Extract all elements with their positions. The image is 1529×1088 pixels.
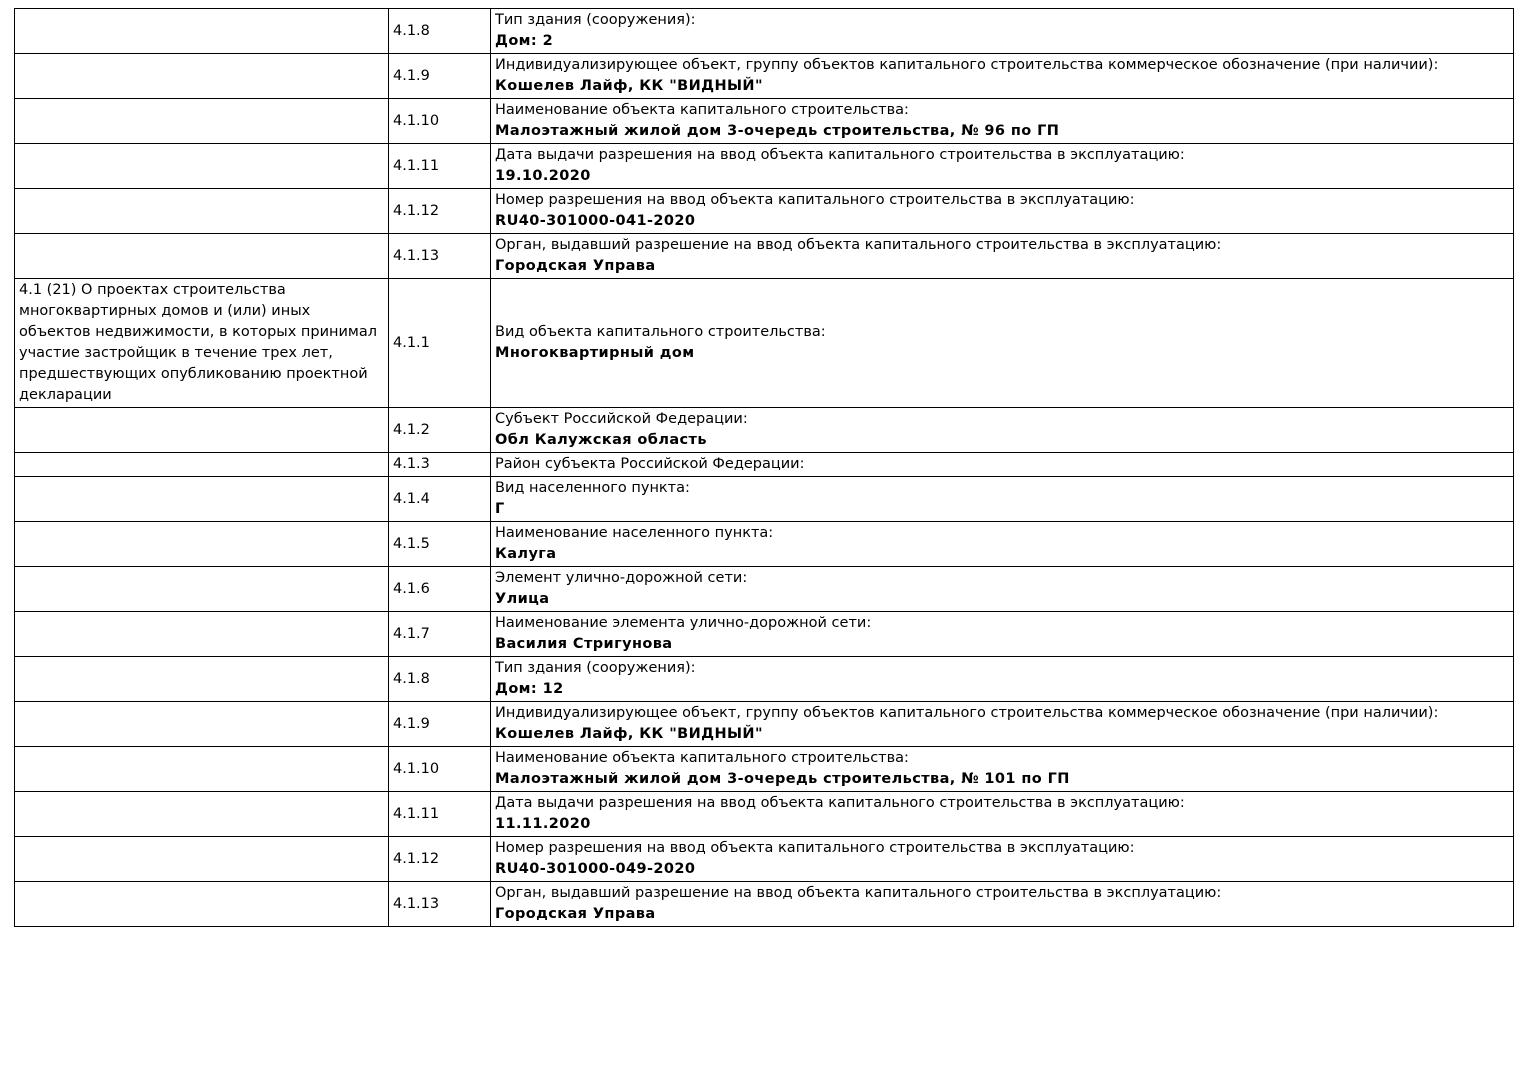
table-row bbox=[15, 747, 1514, 792]
row-code: 4.1.5 bbox=[393, 535, 430, 552]
content-cell bbox=[491, 279, 1514, 408]
section-cell bbox=[15, 279, 389, 408]
row-code: 4.1.13 bbox=[393, 247, 440, 264]
table-row bbox=[15, 702, 1514, 747]
row-code: 4.1.8 bbox=[393, 22, 430, 39]
row-code: 4.1.12 bbox=[393, 850, 440, 867]
content-cell bbox=[491, 9, 1514, 54]
code-cell bbox=[389, 189, 491, 234]
row-label: Номер разрешения на ввод объекта капитального строительства в эксплуатацию: bbox=[495, 192, 1135, 208]
row-value: Обл Калужская область bbox=[495, 432, 707, 448]
row-value: Дом: 12 bbox=[495, 681, 564, 697]
table-row bbox=[15, 837, 1514, 882]
row-value: RU40-301000-041-2020 bbox=[495, 213, 696, 229]
table-row bbox=[15, 189, 1514, 234]
row-value: Городская Управа bbox=[495, 906, 656, 922]
row-value: Василия Стригунова bbox=[495, 636, 673, 652]
content-cell bbox=[491, 567, 1514, 612]
section-cell bbox=[15, 189, 389, 234]
content-cell bbox=[491, 657, 1514, 702]
code-cell bbox=[389, 657, 491, 702]
row-label: Район субъекта Российской Федерации: bbox=[495, 456, 805, 472]
row-label: Наименование элемента улично-дорожной сети: bbox=[495, 615, 872, 631]
section-cell bbox=[15, 54, 389, 99]
content-cell bbox=[491, 702, 1514, 747]
row-code: 4.1.11 bbox=[393, 805, 440, 822]
code-cell bbox=[389, 567, 491, 612]
code-cell bbox=[389, 234, 491, 279]
row-code: 4.1.10 bbox=[393, 760, 440, 777]
row-code: 4.1.9 bbox=[393, 715, 430, 732]
table-row bbox=[15, 453, 1514, 477]
page bbox=[0, 8, 1529, 1088]
table-row bbox=[15, 477, 1514, 522]
row-code: 4.1.7 bbox=[393, 625, 430, 642]
row-label: Элемент улично-дорожной сети: bbox=[495, 570, 748, 586]
section-cell bbox=[15, 234, 389, 279]
section-cell bbox=[15, 657, 389, 702]
code-cell bbox=[389, 837, 491, 882]
content-cell bbox=[491, 408, 1514, 453]
row-label: Вид населенного пункта: bbox=[495, 480, 690, 496]
section-cell bbox=[15, 567, 389, 612]
table-row bbox=[15, 9, 1514, 54]
code-cell bbox=[389, 477, 491, 522]
row-label: Индивидуализирующее объект, группу объектов капитального строительства коммерческое обозначение (при наличии): bbox=[495, 57, 1439, 73]
content-cell bbox=[491, 747, 1514, 792]
declaration-table-body bbox=[15, 9, 1514, 927]
content-cell bbox=[491, 234, 1514, 279]
row-value: RU40-301000-049-2020 bbox=[495, 861, 696, 877]
row-label: Дата выдачи разрешения на ввод объекта капитального строительства в эксплуатацию: bbox=[495, 147, 1185, 163]
content-cell bbox=[491, 882, 1514, 927]
section-cell bbox=[15, 792, 389, 837]
section-cell bbox=[15, 837, 389, 882]
code-cell bbox=[389, 453, 491, 477]
row-code: 4.1.13 bbox=[393, 895, 440, 912]
code-cell bbox=[389, 408, 491, 453]
row-label: Тип здания (сооружения): bbox=[495, 12, 696, 28]
table-row bbox=[15, 99, 1514, 144]
table-row bbox=[15, 234, 1514, 279]
table-row bbox=[15, 54, 1514, 99]
section-cell bbox=[15, 522, 389, 567]
row-label: Наименование объекта капитального строительства: bbox=[495, 750, 909, 766]
table-row bbox=[15, 792, 1514, 837]
content-cell bbox=[491, 522, 1514, 567]
table-row bbox=[15, 657, 1514, 702]
section-label: 4.1 (21) О проектах строительства многоквартирных домов и (или) иных объектов недвижимости, в которых принимал участие застройщик в течение трех лет, предшествующих опубликованию проектной декларации bbox=[19, 282, 378, 403]
content-cell bbox=[491, 144, 1514, 189]
content-cell bbox=[491, 99, 1514, 144]
row-code: 4.1.10 bbox=[393, 112, 440, 129]
row-value: Кошелев Лайф, КК "ВИДНЫЙ" bbox=[495, 726, 763, 742]
content-cell bbox=[491, 837, 1514, 882]
table-row bbox=[15, 279, 1514, 408]
code-cell bbox=[389, 99, 491, 144]
code-cell bbox=[389, 279, 491, 408]
section-cell bbox=[15, 453, 389, 477]
code-cell bbox=[389, 54, 491, 99]
code-cell bbox=[389, 9, 491, 54]
content-cell bbox=[491, 54, 1514, 99]
row-code: 4.1.6 bbox=[393, 580, 430, 597]
row-label: Вид объекта капитального строительства: bbox=[495, 324, 826, 340]
row-value: Многоквартирный дом bbox=[495, 345, 695, 361]
row-label: Дата выдачи разрешения на ввод объекта капитального строительства в эксплуатацию: bbox=[495, 795, 1185, 811]
row-label: Тип здания (сооружения): bbox=[495, 660, 696, 676]
section-cell bbox=[15, 9, 389, 54]
row-value: Дом: 2 bbox=[495, 33, 554, 49]
row-label: Орган, выдавший разрешение на ввод объекта капитального строительства в эксплуатацию: bbox=[495, 237, 1222, 253]
section-cell bbox=[15, 408, 389, 453]
row-code: 4.1.1 bbox=[393, 334, 430, 351]
row-value: Малоэтажный жилой дом 3-очередь строительства, № 101 по ГП bbox=[495, 771, 1070, 787]
content-cell bbox=[491, 189, 1514, 234]
row-value: Улица bbox=[495, 591, 550, 607]
row-code: 4.1.3 bbox=[393, 456, 430, 472]
row-code: 4.1.4 bbox=[393, 490, 430, 507]
row-value: Городская Управа bbox=[495, 258, 656, 274]
row-value: Кошелев Лайф, КК "ВИДНЫЙ" bbox=[495, 78, 763, 94]
section-cell bbox=[15, 144, 389, 189]
content-cell bbox=[491, 612, 1514, 657]
section-cell bbox=[15, 612, 389, 657]
row-code: 4.1.2 bbox=[393, 421, 430, 438]
section-cell bbox=[15, 477, 389, 522]
section-cell bbox=[15, 747, 389, 792]
table-row bbox=[15, 522, 1514, 567]
row-code: 4.1.9 bbox=[393, 67, 430, 84]
code-cell bbox=[389, 747, 491, 792]
code-cell bbox=[389, 702, 491, 747]
code-cell bbox=[389, 612, 491, 657]
table-row bbox=[15, 408, 1514, 453]
table-row bbox=[15, 567, 1514, 612]
row-code: 4.1.12 bbox=[393, 202, 440, 219]
code-cell bbox=[389, 792, 491, 837]
code-cell bbox=[389, 144, 491, 189]
section-cell bbox=[15, 882, 389, 927]
section-cell bbox=[15, 702, 389, 747]
table-row bbox=[15, 882, 1514, 927]
row-value: Малоэтажный жилой дом 3-очередь строительства, № 96 по ГП bbox=[495, 123, 1060, 139]
declaration-table bbox=[14, 8, 1514, 927]
row-value: 19.10.2020 bbox=[495, 168, 591, 184]
row-label: Наименование населенного пункта: bbox=[495, 525, 774, 541]
content-cell bbox=[491, 477, 1514, 522]
row-value: Калуга bbox=[495, 546, 557, 562]
row-code: 4.1.8 bbox=[393, 670, 430, 687]
table-row bbox=[15, 612, 1514, 657]
row-label: Номер разрешения на ввод объекта капитального строительства в эксплуатацию: bbox=[495, 840, 1135, 856]
row-label: Индивидуализирующее объект, группу объектов капитального строительства коммерческое обозначение (при наличии): bbox=[495, 705, 1439, 721]
row-label: Орган, выдавший разрешение на ввод объекта капитального строительства в эксплуатацию: bbox=[495, 885, 1222, 901]
code-cell bbox=[389, 522, 491, 567]
row-code: 4.1.11 bbox=[393, 157, 440, 174]
row-label: Субъект Российской Федерации: bbox=[495, 411, 748, 427]
content-cell bbox=[491, 792, 1514, 837]
row-value: Г bbox=[495, 501, 505, 517]
content-cell bbox=[491, 453, 1514, 477]
row-label: Наименование объекта капитального строительства: bbox=[495, 102, 909, 118]
section-cell bbox=[15, 99, 389, 144]
code-cell bbox=[389, 882, 491, 927]
row-value: 11.11.2020 bbox=[495, 816, 591, 832]
table-row bbox=[15, 144, 1514, 189]
